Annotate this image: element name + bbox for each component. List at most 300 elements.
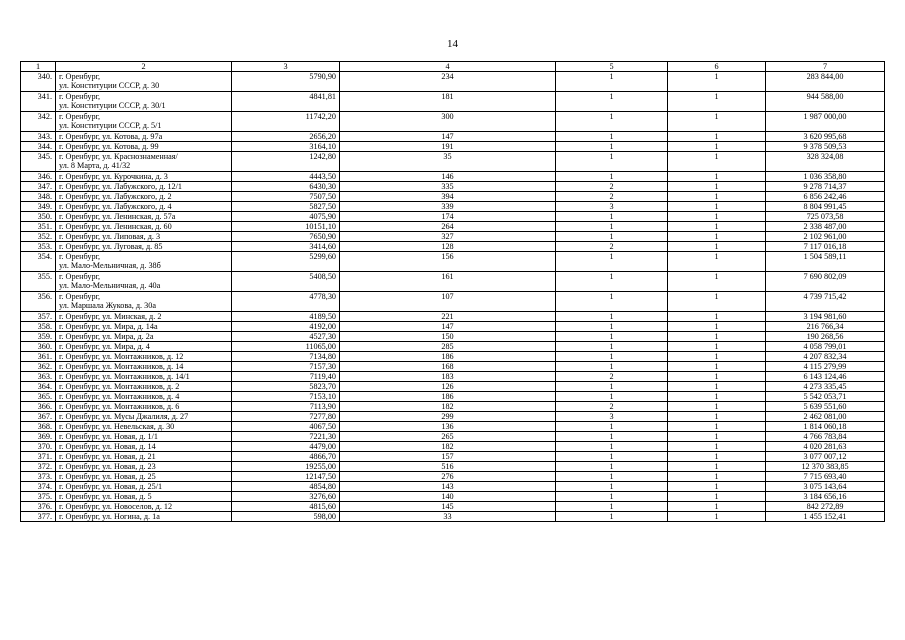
cell-sum: 4 766 783,84 — [766, 432, 885, 442]
table-row — [21, 392, 885, 402]
cell-c6: 1 — [668, 172, 766, 182]
address-line-2: ул. Мало-Мельничная, д. 40а — [59, 281, 161, 290]
cell-address — [56, 332, 232, 342]
cell-n: 362. — [21, 362, 56, 372]
cell-c5: 1 — [556, 152, 668, 172]
cell-c5: 1 — [556, 132, 668, 142]
cell-area: 7113,90 — [232, 402, 340, 412]
address-line: г. Оренбург, ул. Ленинская, д. 57а — [59, 212, 176, 221]
cell-address — [56, 362, 232, 372]
cell-c4: 145 — [340, 502, 556, 512]
cell-area: 598,00 — [232, 512, 340, 522]
cell-c6: 1 — [668, 192, 766, 202]
cell-n: 346. — [21, 172, 56, 182]
cell-address — [56, 172, 232, 182]
cell-area: 7157,30 — [232, 362, 340, 372]
address-line: г. Оренбург, ул. Минская, д. 2 — [59, 312, 162, 321]
cell-area: 5827,50 — [232, 202, 340, 212]
cell-c6: 1 — [668, 362, 766, 372]
cell-c5: 1 — [556, 452, 668, 462]
address-line-2: ул. Конституции СССР, д. 5/1 — [59, 121, 162, 130]
column-header: 3 — [232, 62, 340, 72]
cell-n: 365. — [21, 392, 56, 402]
cell-address — [56, 222, 232, 232]
address-line: г. Оренбург, — [59, 112, 101, 121]
cell-area: 4479,00 — [232, 442, 340, 452]
cell-sum: 328 324,08 — [766, 152, 885, 172]
cell-n: 348. — [21, 192, 56, 202]
cell-c4: 140 — [340, 492, 556, 502]
address-line: г. Оренбург, ул. Липовая, д. 3 — [59, 232, 161, 241]
cell-c4: 191 — [340, 142, 556, 152]
cell-c5: 1 — [556, 92, 668, 112]
cell-n: 341. — [21, 92, 56, 112]
address-line-2: ул. Мало-Мельничная, д. 38б — [59, 261, 161, 270]
table-row — [21, 502, 885, 512]
table-row — [21, 492, 885, 502]
cell-address — [56, 482, 232, 492]
cell-sum: 2 102 961,00 — [766, 232, 885, 242]
cell-area: 7277,80 — [232, 412, 340, 422]
cell-c6: 1 — [668, 432, 766, 442]
cell-c5: 2 — [556, 372, 668, 382]
cell-n: 360. — [21, 342, 56, 352]
cell-address — [56, 402, 232, 412]
cell-c5: 2 — [556, 402, 668, 412]
cell-address — [56, 502, 232, 512]
table-row — [21, 402, 885, 412]
cell-n: 342. — [21, 112, 56, 132]
cell-c4: 516 — [340, 462, 556, 472]
table-row — [21, 112, 885, 132]
cell-c6: 1 — [668, 132, 766, 142]
cell-n: 372. — [21, 462, 56, 472]
cell-address — [56, 512, 232, 522]
cell-area: 3414,60 — [232, 242, 340, 252]
cell-address — [56, 342, 232, 352]
cell-area: 10151,10 — [232, 222, 340, 232]
cell-sum: 3 194 981,60 — [766, 312, 885, 322]
cell-c5: 1 — [556, 472, 668, 482]
cell-n: 361. — [21, 352, 56, 362]
table-row — [21, 292, 885, 312]
table-row — [21, 192, 885, 202]
cell-area: 5823,70 — [232, 382, 340, 392]
cell-c4: 168 — [340, 362, 556, 372]
cell-c5: 2 — [556, 242, 668, 252]
address-line: г. Оренбург, ул. Котова, д. 97а — [59, 132, 163, 141]
cell-n: 347. — [21, 182, 56, 192]
cell-c4: 182 — [340, 442, 556, 452]
cell-c4: 264 — [340, 222, 556, 232]
cell-c5: 1 — [556, 512, 668, 522]
cell-c4: 394 — [340, 192, 556, 202]
cell-sum: 6 143 124,46 — [766, 372, 885, 382]
address-line: г. Оренбург, ул. Луговая, д. 85 — [59, 242, 163, 251]
address-line: г. Оренбург, ул. Монтажников, д. 4 — [59, 392, 180, 401]
cell-address — [56, 312, 232, 322]
cell-address — [56, 322, 232, 332]
cell-sum: 7 690 802,09 — [766, 272, 885, 292]
cell-c5: 1 — [556, 432, 668, 442]
cell-c6: 1 — [668, 412, 766, 422]
cell-sum: 3 075 143,64 — [766, 482, 885, 492]
cell-address — [56, 232, 232, 242]
cell-c5: 1 — [556, 212, 668, 222]
address-line: г. Оренбург, ул. Новоселов, д. 12 — [59, 502, 173, 511]
table-row — [21, 482, 885, 492]
cell-c5: 1 — [556, 332, 668, 342]
cell-sum: 3 620 995,68 — [766, 132, 885, 142]
cell-n: 373. — [21, 472, 56, 482]
cell-c6: 1 — [668, 322, 766, 332]
cell-c6: 1 — [668, 272, 766, 292]
cell-c5: 1 — [556, 422, 668, 432]
cell-n: 357. — [21, 312, 56, 322]
cell-area: 11742,20 — [232, 112, 340, 132]
cell-c5: 1 — [556, 312, 668, 322]
cell-c4: 107 — [340, 292, 556, 312]
cell-sum: 4 020 281,63 — [766, 442, 885, 452]
cell-c4: 221 — [340, 312, 556, 322]
table-row — [21, 242, 885, 252]
table-header-row — [21, 62, 885, 72]
table-row — [21, 432, 885, 442]
cell-c5: 3 — [556, 412, 668, 422]
cell-address — [56, 272, 232, 292]
address-line: г. Оренбург, ул. Курочкина, д. 3 — [59, 172, 168, 181]
cell-sum: 283 844,00 — [766, 72, 885, 92]
cell-n: 363. — [21, 372, 56, 382]
cell-sum: 1 987 000,00 — [766, 112, 885, 132]
address-line: г. Оренбург, ул. Новая, д. 25/1 — [59, 482, 163, 491]
cell-c5: 2 — [556, 192, 668, 202]
cell-address — [56, 242, 232, 252]
cell-address — [56, 352, 232, 362]
table-row — [21, 412, 885, 422]
cell-sum: 5 639 551,60 — [766, 402, 885, 412]
cell-n: 377. — [21, 512, 56, 522]
cell-sum: 842 272,89 — [766, 502, 885, 512]
cell-c6: 1 — [668, 472, 766, 482]
cell-address — [56, 422, 232, 432]
cell-address — [56, 442, 232, 452]
cell-sum: 9 278 714,37 — [766, 182, 885, 192]
table-row — [21, 352, 885, 362]
cell-address — [56, 212, 232, 222]
cell-area: 7119,40 — [232, 372, 340, 382]
cell-c6: 1 — [668, 222, 766, 232]
cell-n: 364. — [21, 382, 56, 392]
cell-area: 4527,30 — [232, 332, 340, 342]
cell-sum: 1 455 152,41 — [766, 512, 885, 522]
cell-c6: 1 — [668, 402, 766, 412]
cell-c4: 181 — [340, 92, 556, 112]
cell-c6: 1 — [668, 252, 766, 272]
address-line: г. Оренбург, ул. Мусы Джалиля, д. 27 — [59, 412, 189, 421]
address-line: г. Оренбург, — [59, 72, 101, 81]
cell-area: 19255,00 — [232, 462, 340, 472]
table-row — [21, 332, 885, 342]
cell-address — [56, 462, 232, 472]
cell-c6: 1 — [668, 142, 766, 152]
cell-c4: 128 — [340, 242, 556, 252]
column-header: 4 — [340, 62, 556, 72]
cell-address — [56, 192, 232, 202]
table-row — [21, 382, 885, 392]
cell-n: 358. — [21, 322, 56, 332]
column-header: 1 — [21, 62, 56, 72]
cell-c4: 300 — [340, 112, 556, 132]
cell-n: 353. — [21, 242, 56, 252]
table-row — [21, 312, 885, 322]
cell-sum: 4 058 799,01 — [766, 342, 885, 352]
cell-address — [56, 182, 232, 192]
address-line: г. Оренбург, ул. Новая, д. 21 — [59, 452, 156, 461]
table-row — [21, 272, 885, 292]
cell-c6: 1 — [668, 422, 766, 432]
cell-area: 7221,30 — [232, 432, 340, 442]
cell-c6: 1 — [668, 462, 766, 472]
cell-n: 355. — [21, 272, 56, 292]
cell-c6: 1 — [668, 332, 766, 342]
address-line: г. Оренбург, ул. Монтажников, д. 6 — [59, 402, 180, 411]
cell-c5: 1 — [556, 362, 668, 372]
cell-n: 340. — [21, 72, 56, 92]
address-line-2: ул. 8 Марта, д. 41/32 — [59, 161, 131, 170]
table-row — [21, 222, 885, 232]
cell-area: 11065,00 — [232, 342, 340, 352]
cell-n: 370. — [21, 442, 56, 452]
table-row — [21, 512, 885, 522]
cell-sum: 4 115 279,99 — [766, 362, 885, 372]
cell-n: 366. — [21, 402, 56, 412]
cell-area: 4075,90 — [232, 212, 340, 222]
cell-sum: 944 588,00 — [766, 92, 885, 112]
address-line-2: ул. Конституции СССР, д. 30/1 — [59, 101, 166, 110]
cell-address — [56, 372, 232, 382]
cell-c6: 1 — [668, 452, 766, 462]
cell-area: 4815,60 — [232, 502, 340, 512]
cell-c6: 1 — [668, 182, 766, 192]
cell-address — [56, 92, 232, 112]
address-line: г. Оренбург, ул. Мира, д. 14а — [59, 322, 158, 331]
cell-c5: 1 — [556, 462, 668, 472]
cell-c6: 1 — [668, 482, 766, 492]
cell-c4: 147 — [340, 132, 556, 142]
table-row — [21, 182, 885, 192]
cell-c6: 1 — [668, 312, 766, 322]
address-line: г. Оренбург, ул. Монтажников, д. 14/1 — [59, 372, 190, 381]
cell-c5: 3 — [556, 202, 668, 212]
cell-c4: 265 — [340, 432, 556, 442]
table-row — [21, 472, 885, 482]
cell-c4: 150 — [340, 332, 556, 342]
address-line: г. Оренбург, ул. Новая, д. 14 — [59, 442, 156, 451]
address-line: г. Оренбург, ул. Новая, д. 23 — [59, 462, 156, 471]
cell-c6: 1 — [668, 342, 766, 352]
table-row — [21, 142, 885, 152]
cell-n: 356. — [21, 292, 56, 312]
cell-c5: 1 — [556, 502, 668, 512]
cell-area: 5299,60 — [232, 252, 340, 272]
cell-sum: 6 856 242,46 — [766, 192, 885, 202]
address-line: г. Оренбург, ул. Краснознаменная/ — [59, 152, 178, 161]
cell-area: 1242,80 — [232, 152, 340, 172]
cell-sum: 4 739 715,42 — [766, 292, 885, 312]
cell-sum: 216 766,34 — [766, 322, 885, 332]
cell-c4: 285 — [340, 342, 556, 352]
cell-c6: 1 — [668, 502, 766, 512]
cell-c5: 1 — [556, 482, 668, 492]
cell-c6: 1 — [668, 392, 766, 402]
cell-sum: 190 268,56 — [766, 332, 885, 342]
cell-c6: 1 — [668, 382, 766, 392]
address-line: г. Оренбург, ул. Новая, д. 25 — [59, 472, 156, 481]
cell-n: 350. — [21, 212, 56, 222]
table-row — [21, 202, 885, 212]
cell-c4: 299 — [340, 412, 556, 422]
cell-c6: 1 — [668, 512, 766, 522]
cell-address — [56, 202, 232, 212]
address-line: г. Оренбург, ул. Новая, д. 5 — [59, 492, 152, 501]
table-row — [21, 322, 885, 332]
table-row — [21, 372, 885, 382]
cell-sum: 1 036 358,80 — [766, 172, 885, 182]
table-row — [21, 362, 885, 372]
table-row — [21, 212, 885, 222]
cell-sum: 725 073,58 — [766, 212, 885, 222]
cell-area: 2656,20 — [232, 132, 340, 142]
cell-c5: 1 — [556, 172, 668, 182]
cell-area: 3164,10 — [232, 142, 340, 152]
cell-c6: 1 — [668, 292, 766, 312]
cell-c4: 33 — [340, 512, 556, 522]
address-line-2: ул. Маршала Жукова, д. 30а — [59, 301, 156, 310]
cell-c5: 1 — [556, 72, 668, 92]
column-header: 7 — [766, 62, 885, 72]
cell-n: 367. — [21, 412, 56, 422]
cell-c6: 1 — [668, 352, 766, 362]
cell-c5: 1 — [556, 222, 668, 232]
cell-sum: 2 338 487,00 — [766, 222, 885, 232]
address-line: г. Оренбург, ул. Невельская, д. 30 — [59, 422, 175, 431]
cell-address — [56, 382, 232, 392]
cell-c5: 1 — [556, 352, 668, 362]
cell-address — [56, 452, 232, 462]
cell-c4: 327 — [340, 232, 556, 242]
table-row — [21, 152, 885, 172]
cell-address — [56, 252, 232, 272]
cell-c4: 174 — [340, 212, 556, 222]
cell-sum: 7 715 693,40 — [766, 472, 885, 482]
table-row — [21, 92, 885, 112]
cell-c5: 1 — [556, 392, 668, 402]
cell-area: 5408,50 — [232, 272, 340, 292]
cell-c6: 1 — [668, 92, 766, 112]
cell-c4: 136 — [340, 422, 556, 432]
cell-sum: 9 378 509,53 — [766, 142, 885, 152]
table-row — [21, 252, 885, 272]
address-line: г. Оренбург, ул. Лабужского, д. 4 — [59, 202, 172, 211]
cell-c4: 35 — [340, 152, 556, 172]
cell-address — [56, 132, 232, 142]
cell-n: 344. — [21, 142, 56, 152]
cell-sum: 12 370 383,85 — [766, 462, 885, 472]
cell-area: 7153,10 — [232, 392, 340, 402]
cell-address — [56, 392, 232, 402]
cell-address — [56, 152, 232, 172]
cell-sum: 8 804 991,45 — [766, 202, 885, 212]
table-row — [21, 232, 885, 242]
cell-c4: 157 — [340, 452, 556, 462]
cell-area: 4841,81 — [232, 92, 340, 112]
cell-c5: 1 — [556, 272, 668, 292]
cell-c5: 1 — [556, 142, 668, 152]
address-line: г. Оренбург, ул. Мира, д. 2а — [59, 332, 154, 341]
table-row — [21, 172, 885, 182]
cell-address — [56, 112, 232, 132]
cell-c4: 186 — [340, 352, 556, 362]
cell-c4: 156 — [340, 252, 556, 272]
cell-area: 4067,50 — [232, 422, 340, 432]
cell-c6: 1 — [668, 372, 766, 382]
cell-c4: 182 — [340, 402, 556, 412]
cell-area: 7507,50 — [232, 192, 340, 202]
address-line: г. Оренбург, — [59, 252, 101, 261]
cell-address — [56, 72, 232, 92]
cell-n: 368. — [21, 422, 56, 432]
cell-n: 345. — [21, 152, 56, 172]
cell-c5: 1 — [556, 292, 668, 312]
cell-c4: 335 — [340, 182, 556, 192]
table-row — [21, 452, 885, 462]
cell-area: 5790,90 — [232, 72, 340, 92]
register-table — [20, 61, 885, 522]
cell-c6: 1 — [668, 202, 766, 212]
column-header: 6 — [668, 62, 766, 72]
cell-c6: 1 — [668, 492, 766, 502]
address-line: г. Оренбург, ул. Лабужского, д. 2 — [59, 192, 172, 201]
cell-sum: 1 504 589,11 — [766, 252, 885, 272]
cell-area: 3276,60 — [232, 492, 340, 502]
cell-area: 6430,30 — [232, 182, 340, 192]
cell-c5: 2 — [556, 182, 668, 192]
address-line: г. Оренбург, ул. Ногина, д. 1а — [59, 512, 160, 521]
cell-n: 343. — [21, 132, 56, 142]
cell-area: 4192,00 — [232, 322, 340, 332]
cell-n: 359. — [21, 332, 56, 342]
cell-area: 12147,50 — [232, 472, 340, 482]
address-line: г. Оренбург, ул. Новая, д. 1/1 — [59, 432, 159, 441]
cell-c4: 161 — [340, 272, 556, 292]
cell-area: 4778,30 — [232, 292, 340, 312]
cell-n: 376. — [21, 502, 56, 512]
cell-sum: 1 814 060,18 — [766, 422, 885, 432]
cell-c4: 147 — [340, 322, 556, 332]
table-row — [21, 72, 885, 92]
table-row — [21, 132, 885, 142]
address-line: г. Оренбург, ул. Монтажников, д. 2 — [59, 382, 180, 391]
cell-c6: 1 — [668, 232, 766, 242]
address-line: г. Оренбург, ул. Мира, д. 4 — [59, 342, 150, 351]
cell-c5: 1 — [556, 492, 668, 502]
cell-c5: 1 — [556, 112, 668, 132]
cell-c4: 339 — [340, 202, 556, 212]
cell-address — [56, 432, 232, 442]
cell-area: 4854,80 — [232, 482, 340, 492]
cell-area: 4866,70 — [232, 452, 340, 462]
